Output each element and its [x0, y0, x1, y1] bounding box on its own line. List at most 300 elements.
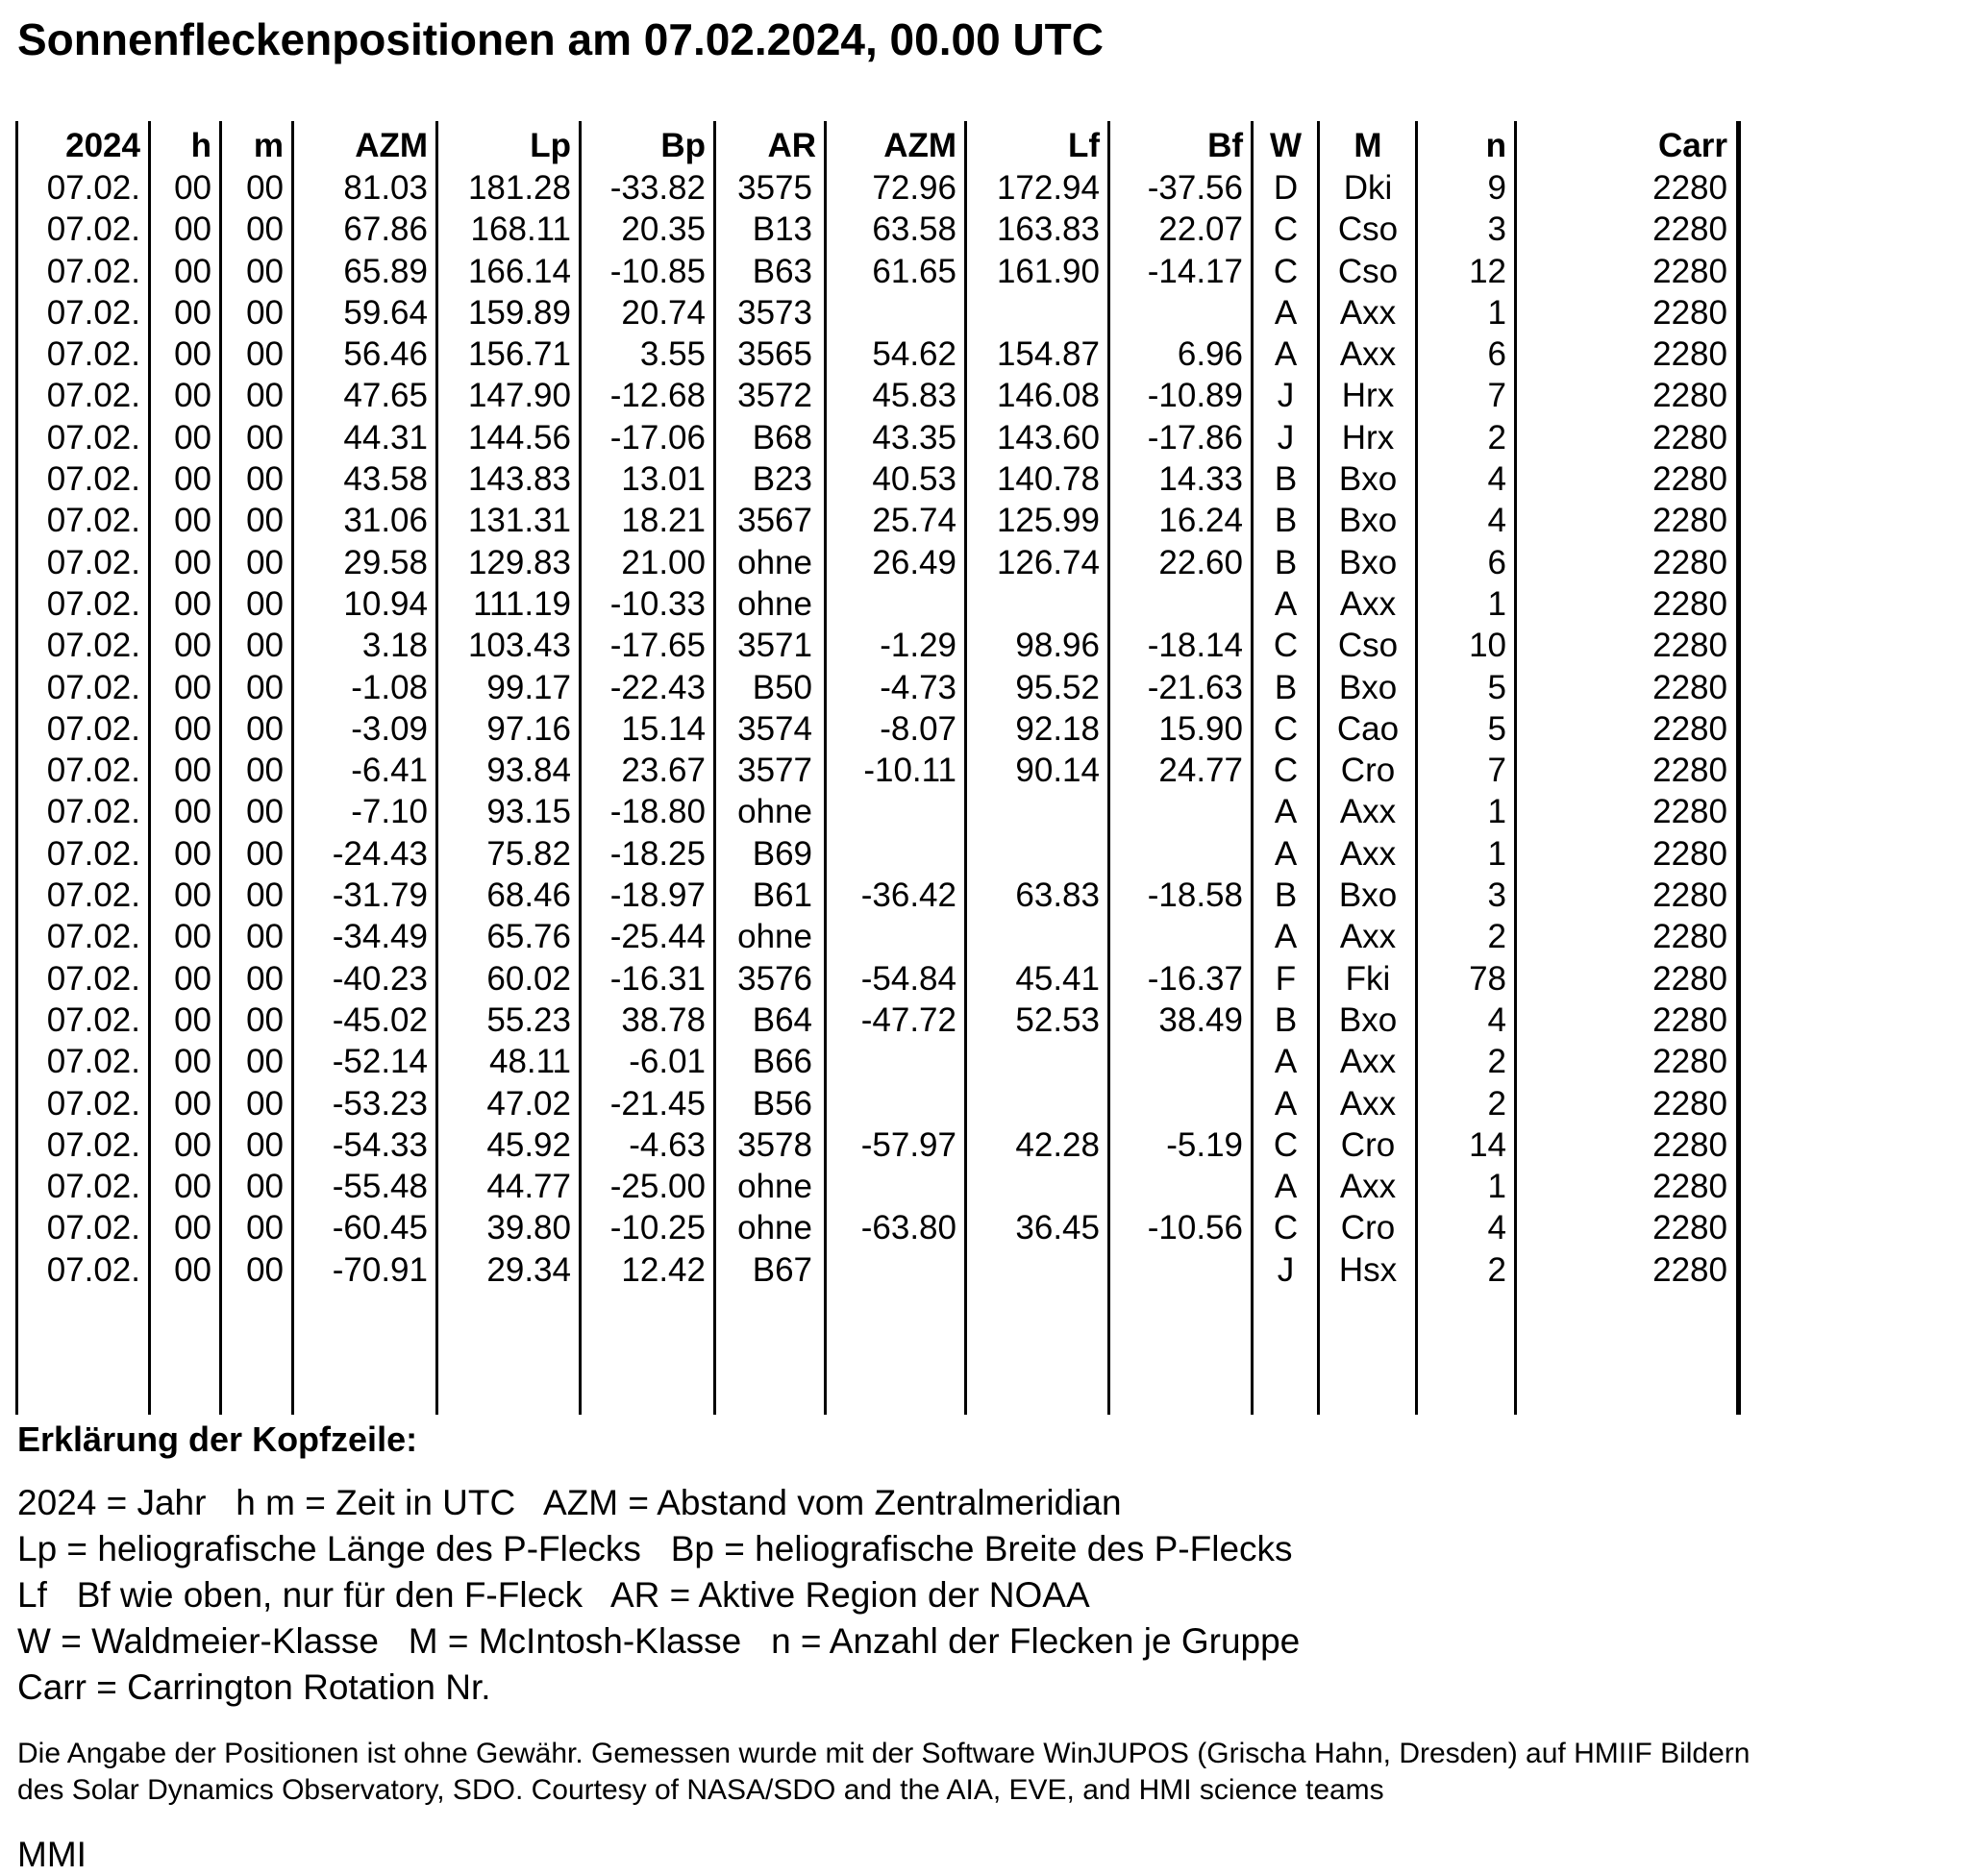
cell-lp: 97.16 [486, 709, 571, 748]
cell-n: 6 [1487, 335, 1506, 374]
cell-hour: 00 [174, 834, 211, 873]
cell-m: Bxo [1338, 1000, 1398, 1039]
cell-lf [966, 833, 1109, 875]
column-header-date: 2024 [65, 127, 140, 164]
cell-lf [966, 292, 1109, 333]
cell-bp: -12.68 [609, 377, 706, 415]
cell-bp: -10.25 [609, 1209, 706, 1247]
cell-azm-f: -36.42 [860, 876, 956, 915]
cell-date: 07.02. [46, 709, 140, 748]
cell-bp: -18.80 [609, 793, 706, 831]
cell-m: Axx [1339, 1168, 1397, 1206]
legend-line: Carr = Carrington Rotation Nr. [17, 1667, 491, 1707]
cell-hour: 00 [174, 959, 211, 998]
cell-hour: 00 [174, 293, 211, 332]
cell-n: 2 [1487, 1250, 1506, 1289]
cell-azm-p: -54.33 [332, 1125, 428, 1164]
cell-minute: 00 [246, 377, 284, 415]
cell-w: C [1273, 752, 1299, 790]
cell-bp: 18.21 [621, 502, 706, 540]
cell-lf [966, 583, 1109, 625]
cell-lf: 143.60 [996, 418, 1100, 457]
table-row [15, 1124, 1741, 1166]
cell-ar: B61 [752, 876, 812, 915]
cell-lf: 125.99 [996, 502, 1100, 540]
cell-m: Bxo [1338, 460, 1398, 499]
cell-carr: 2280 [1652, 959, 1727, 998]
cell-bf [1109, 1166, 1253, 1207]
cell-azm-p: -40.23 [332, 959, 428, 998]
cell-ar: B67 [752, 1250, 812, 1289]
cell-bf: 38.49 [1158, 1000, 1243, 1039]
cell-bp: 15.14 [621, 709, 706, 748]
cell-m: Cso [1337, 252, 1399, 290]
cell-minute: 00 [246, 460, 284, 499]
cell-azm-p: 59.64 [343, 293, 428, 332]
cell-lp: 166.14 [467, 252, 571, 290]
cell-azm-f: -1.29 [880, 627, 956, 665]
cell-carr: 2280 [1652, 584, 1727, 623]
cell-minute: 00 [246, 210, 284, 249]
cell-n: 4 [1487, 1209, 1506, 1247]
cell-ar: 3567 [737, 502, 812, 540]
cell-w: C [1273, 210, 1299, 249]
table-row [15, 417, 1741, 458]
cell-minute: 00 [246, 1000, 284, 1039]
column-header-w: W [1269, 127, 1303, 164]
cell-azm-f: 26.49 [872, 543, 956, 581]
cell-m: Dki [1343, 169, 1393, 207]
cell-lp: 75.82 [486, 834, 571, 873]
cell-azm-p: 29.58 [343, 543, 428, 581]
cell-bp: 20.74 [621, 293, 706, 332]
cell-bf [1109, 1041, 1253, 1082]
cell-m: Axx [1339, 335, 1397, 374]
cell-m: Bxo [1338, 876, 1398, 915]
cell-lp: 93.84 [486, 752, 571, 790]
cell-n: 78 [1469, 959, 1506, 998]
cell-lp: 39.80 [486, 1209, 571, 1247]
cell-n: 12 [1469, 252, 1506, 290]
cell-azm-f [826, 791, 966, 832]
cell-azm-f: 25.74 [872, 502, 956, 540]
cell-minute: 00 [246, 834, 284, 873]
cell-m: Cro [1340, 1209, 1396, 1247]
column-header-m: M [1354, 127, 1382, 164]
cell-bp: -25.44 [609, 918, 706, 956]
legend-line: Lp = heliografische Länge des P-Flecks Bp = heliografische Breite des P-Flecks [17, 1529, 1293, 1568]
legend-line: 2024 = Jahr h m = Zeit in UTC AZM = Abstand vom Zentralmeridian [17, 1483, 1122, 1522]
cell-lp: 159.89 [467, 293, 571, 332]
cell-minute: 00 [246, 793, 284, 831]
cell-bp: 23.67 [621, 752, 706, 790]
cell-w: C [1273, 1209, 1299, 1247]
cell-azm-f [826, 833, 966, 875]
disclaimer-line: Die Angabe der Positionen ist ohne Gewähr. Gemessen wurde mit der Software WinJUPOS (Grischa Hahn, Dresden) auf HMIIF Bildern [17, 1738, 1751, 1769]
cell-date: 07.02. [46, 502, 140, 540]
cell-azm-p: -6.41 [351, 752, 428, 790]
cell-date: 07.02. [46, 1209, 140, 1247]
cell-date: 07.02. [46, 627, 140, 665]
cell-lp: 131.31 [467, 502, 571, 540]
cell-bp: -21.45 [609, 1084, 706, 1123]
table-row [15, 1041, 1741, 1082]
cell-n: 7 [1487, 752, 1506, 790]
cell-date: 07.02. [46, 543, 140, 581]
cell-carr: 2280 [1652, 1000, 1727, 1039]
legend-heading: Erklärung der Kopfzeile: [17, 1419, 418, 1459]
cell-lf [966, 1041, 1109, 1082]
cell-date: 07.02. [46, 1043, 140, 1081]
table-row [15, 292, 1741, 333]
cell-bp: 12.42 [621, 1250, 706, 1289]
cell-ar: 3574 [737, 709, 812, 748]
cell-w: C [1273, 627, 1299, 665]
cell-bf: -5.19 [1166, 1125, 1243, 1164]
cell-bf: -10.56 [1147, 1209, 1243, 1247]
cell-bf: -37.56 [1147, 169, 1243, 207]
cell-azm-p: 43.58 [343, 460, 428, 499]
cell-m: Bxo [1338, 502, 1398, 540]
cell-minute: 00 [246, 876, 284, 915]
cell-minute: 00 [246, 169, 284, 207]
cell-date: 07.02. [46, 668, 140, 706]
cell-lp: 60.02 [486, 959, 571, 998]
cell-m: Hsx [1338, 1250, 1398, 1289]
cell-ar: B50 [752, 668, 812, 706]
cell-w: B [1274, 460, 1298, 499]
cell-n: 5 [1487, 709, 1506, 748]
cell-lf: 52.53 [1015, 1000, 1100, 1039]
cell-minute: 00 [246, 1084, 284, 1123]
cell-m: Cso [1337, 627, 1399, 665]
cell-w: A [1274, 918, 1298, 956]
cell-lp: 103.43 [467, 627, 571, 665]
cell-bf [1109, 583, 1253, 625]
cell-date: 07.02. [46, 1084, 140, 1123]
cell-hour: 00 [174, 627, 211, 665]
cell-azm-f [826, 916, 966, 957]
cell-hour: 00 [174, 335, 211, 374]
cell-ar: 3577 [737, 752, 812, 790]
cell-lf: 126.74 [996, 543, 1100, 581]
table-row [15, 209, 1741, 250]
cell-bp: -16.31 [609, 959, 706, 998]
cell-ar: B13 [752, 210, 812, 249]
cell-bf: -18.14 [1147, 627, 1243, 665]
cell-date: 07.02. [46, 1125, 140, 1164]
cell-w: A [1274, 1043, 1298, 1081]
cell-azm-p: -70.91 [332, 1250, 428, 1289]
cell-azm-p: -55.48 [332, 1168, 428, 1206]
cell-azm-p: 65.89 [343, 252, 428, 290]
cell-ar: B23 [752, 460, 812, 499]
cell-minute: 00 [246, 252, 284, 290]
cell-n: 1 [1487, 293, 1506, 332]
table-row [15, 875, 1741, 916]
cell-m: Cro [1340, 1125, 1396, 1164]
cell-minute: 00 [246, 584, 284, 623]
cell-hour: 00 [174, 252, 211, 290]
cell-date: 07.02. [46, 335, 140, 374]
cell-minute: 00 [246, 418, 284, 457]
header-row [15, 125, 1741, 167]
cell-bf: -18.58 [1147, 876, 1243, 915]
cell-bf [1109, 833, 1253, 875]
column-header-hour: h [190, 127, 211, 164]
cell-carr: 2280 [1652, 1168, 1727, 1206]
cell-bf: 24.77 [1158, 752, 1243, 790]
cell-n: 5 [1487, 668, 1506, 706]
cell-lp: 93.15 [486, 793, 571, 831]
cell-azm-p: -52.14 [332, 1043, 428, 1081]
cell-azm-p: -45.02 [332, 1000, 428, 1039]
cell-bf [1109, 1249, 1253, 1291]
cell-carr: 2280 [1652, 793, 1727, 831]
cell-n: 1 [1487, 793, 1506, 831]
cell-m: Axx [1339, 293, 1397, 332]
cell-carr: 2280 [1652, 169, 1727, 207]
column-header-lp: Lp [530, 127, 571, 164]
cell-hour: 00 [174, 1250, 211, 1289]
cell-azm-p: -34.49 [332, 918, 428, 956]
cell-azm-f [826, 583, 966, 625]
cell-w: F [1275, 959, 1297, 998]
cell-hour: 00 [174, 169, 211, 207]
cell-azm-f: -57.97 [860, 1125, 956, 1164]
cell-azm-p: 47.65 [343, 377, 428, 415]
cell-w: A [1274, 793, 1298, 831]
cell-carr: 2280 [1652, 668, 1727, 706]
legend-line: Lf Bf wie oben, nur für den F-Fleck AR = Aktive Region der NOAA [17, 1575, 1090, 1615]
cell-n: 4 [1487, 1000, 1506, 1039]
cell-bp: -18.97 [609, 876, 706, 915]
cell-lp: 168.11 [470, 210, 571, 249]
cell-bf [1109, 292, 1253, 333]
cell-azm-f: 72.96 [872, 169, 956, 207]
cell-w: C [1273, 709, 1299, 748]
column-header-n: n [1485, 127, 1506, 164]
cell-azm-f: -4.73 [880, 668, 956, 706]
cell-n: 9 [1487, 169, 1506, 207]
cell-carr: 2280 [1652, 293, 1727, 332]
cell-minute: 00 [246, 959, 284, 998]
column-header-azm-p: AZM [355, 127, 428, 164]
cell-carr: 2280 [1652, 210, 1727, 249]
cell-date: 07.02. [46, 460, 140, 499]
cell-w: J [1277, 1250, 1295, 1289]
cell-minute: 00 [246, 335, 284, 374]
cell-w: B [1274, 876, 1298, 915]
table-header-row [15, 125, 1741, 167]
cell-lp: 55.23 [486, 1000, 571, 1039]
cell-carr: 2280 [1652, 876, 1727, 915]
table-row [15, 1083, 1741, 1124]
cell-minute: 00 [246, 918, 284, 956]
cell-ar: B63 [752, 252, 812, 290]
cell-azm-p: 10.94 [343, 584, 428, 623]
cell-azm-p: 56.46 [343, 335, 428, 374]
cell-hour: 00 [174, 709, 211, 748]
cell-ar: ohne [737, 1168, 812, 1206]
cell-m: Axx [1339, 918, 1397, 956]
cell-w: A [1274, 834, 1298, 873]
cell-bp: -33.82 [609, 169, 706, 207]
column-header-ar: AR [767, 127, 816, 164]
cell-lf: 146.08 [996, 377, 1100, 415]
cell-ar: 3565 [737, 335, 812, 374]
table-row [15, 708, 1741, 750]
author-signature: MMI [17, 1835, 87, 1874]
cell-n: 2 [1487, 1084, 1506, 1123]
table-row [15, 750, 1741, 791]
cell-m: Hrx [1341, 377, 1395, 415]
cell-w: C [1273, 252, 1299, 290]
cell-ar: 3573 [737, 293, 812, 332]
cell-lf: 36.45 [1015, 1209, 1100, 1247]
cell-w: C [1273, 1125, 1299, 1164]
cell-lf [966, 791, 1109, 832]
cell-lf: 45.41 [1015, 959, 1100, 998]
cell-lp: 47.02 [486, 1084, 571, 1123]
cell-azm-p: 81.03 [343, 169, 428, 207]
cell-m: Hrx [1341, 418, 1395, 457]
cell-ar: B68 [752, 418, 812, 457]
cell-date: 07.02. [46, 876, 140, 915]
table-row [15, 1249, 1741, 1291]
cell-azm-f: -10.11 [863, 752, 956, 790]
cell-azm-p: 67.86 [343, 210, 428, 249]
sunspot-table-frame [15, 121, 1741, 1415]
cell-azm-p: 31.06 [343, 502, 428, 540]
cell-lf: 172.94 [996, 169, 1100, 207]
cell-azm-p: -3.09 [351, 709, 428, 748]
cell-bf: -14.17 [1147, 252, 1243, 290]
cell-n: 1 [1487, 834, 1506, 873]
cell-carr: 2280 [1652, 834, 1727, 873]
cell-azm-f: -8.07 [880, 709, 956, 748]
cell-azm-f: -54.84 [860, 959, 956, 998]
cell-w: B [1274, 1000, 1298, 1039]
cell-carr: 2280 [1652, 377, 1727, 415]
cell-bp: -17.06 [609, 418, 706, 457]
cell-n: 2 [1487, 418, 1506, 457]
cell-lf: 154.87 [996, 335, 1100, 374]
cell-azm-f: 45.83 [872, 377, 956, 415]
table-row [15, 916, 1741, 957]
cell-minute: 00 [246, 752, 284, 790]
cell-bp: -4.63 [629, 1125, 706, 1164]
cell-minute: 00 [246, 1250, 284, 1289]
cell-lp: 44.77 [486, 1168, 571, 1206]
sunspot-table [15, 125, 1741, 1291]
cell-azm-f [826, 1041, 966, 1082]
cell-carr: 2280 [1652, 335, 1727, 374]
cell-bf [1109, 1083, 1253, 1124]
cell-lp: 147.90 [467, 377, 571, 415]
disclaimer [17, 1736, 1959, 1809]
cell-date: 07.02. [46, 584, 140, 623]
cell-ar: 3576 [737, 959, 812, 998]
cell-bp: -17.65 [609, 627, 706, 665]
cell-m: Axx [1339, 1084, 1397, 1123]
page-title: Sonnenfleckenpositionen am 07.02.2024, 00.00 UTC [17, 14, 1104, 64]
cell-lp: 29.34 [486, 1250, 571, 1289]
cell-ar: ohne [737, 793, 812, 831]
column-header-minute: m [253, 127, 284, 164]
cell-date: 07.02. [46, 834, 140, 873]
cell-lf [966, 1166, 1109, 1207]
cell-lp: 156.71 [467, 335, 571, 374]
cell-carr: 2280 [1652, 709, 1727, 748]
cell-m: Cro [1340, 752, 1396, 790]
cell-w: B [1274, 543, 1298, 581]
cell-lp: 48.11 [489, 1043, 571, 1081]
cell-azm-p: -1.08 [351, 668, 428, 706]
cell-lp: 144.56 [467, 418, 571, 457]
cell-azm-f [826, 292, 966, 333]
cell-lp: 68.46 [486, 876, 571, 915]
cell-ar: 3572 [737, 377, 812, 415]
table-row [15, 500, 1741, 541]
cell-n: 2 [1487, 1043, 1506, 1081]
cell-bp: -22.43 [609, 668, 706, 706]
cell-date: 07.02. [46, 959, 140, 998]
cell-n: 2 [1487, 918, 1506, 956]
cell-ar: 3578 [737, 1125, 812, 1164]
cell-date: 07.02. [46, 1250, 140, 1289]
cell-hour: 00 [174, 418, 211, 457]
cell-carr: 2280 [1652, 1084, 1727, 1123]
cell-carr: 2280 [1652, 1125, 1727, 1164]
cell-lf: 63.83 [1015, 876, 1100, 915]
table-row [15, 791, 1741, 832]
legend-lines [17, 1480, 1940, 1711]
cell-w: B [1274, 502, 1298, 540]
table-row [15, 833, 1741, 875]
cell-azm-p: -53.23 [332, 1084, 428, 1123]
cell-minute: 00 [246, 1125, 284, 1164]
cell-hour: 00 [174, 1043, 211, 1081]
cell-hour: 00 [174, 918, 211, 956]
cell-carr: 2280 [1652, 252, 1727, 290]
cell-n: 4 [1487, 502, 1506, 540]
column-header-bf: Bf [1207, 127, 1243, 164]
cell-azm-f: 40.53 [872, 460, 956, 499]
cell-hour: 00 [174, 1209, 211, 1247]
cell-hour: 00 [174, 752, 211, 790]
cell-carr: 2280 [1652, 752, 1727, 790]
cell-lf [966, 1083, 1109, 1124]
cell-n: 7 [1487, 377, 1506, 415]
cell-lp: 181.28 [467, 169, 571, 207]
cell-w: D [1273, 169, 1299, 207]
cell-bf: -21.63 [1147, 668, 1243, 706]
column-header-azm-f: AZM [883, 127, 956, 164]
cell-bp: 13.01 [621, 460, 706, 499]
cell-carr: 2280 [1652, 627, 1727, 665]
cell-azm-f [826, 1249, 966, 1291]
cell-n: 14 [1469, 1125, 1506, 1164]
table-row [15, 958, 1741, 1000]
cell-lf: 95.52 [1015, 668, 1100, 706]
cell-w: A [1274, 1084, 1298, 1123]
cell-azm-f: 63.58 [872, 210, 956, 249]
cell-azm-f: 54.62 [872, 335, 956, 374]
cell-lp: 65.76 [486, 918, 571, 956]
cell-hour: 00 [174, 210, 211, 249]
cell-n: 4 [1487, 460, 1506, 499]
